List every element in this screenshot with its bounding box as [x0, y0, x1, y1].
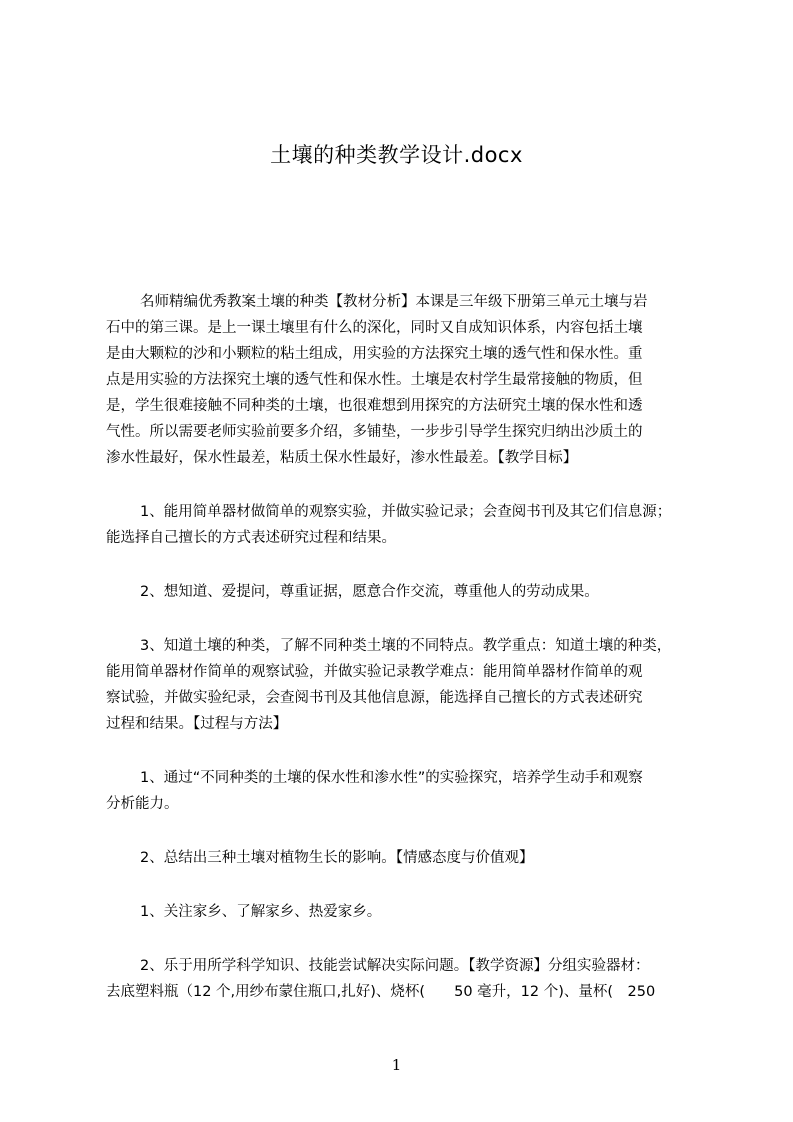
paragraph-4-line-4: 过程和结果。【过程与方法】 — [106, 716, 288, 732]
paragraph-3-line-1: 2、想知道、爱提问，尊重证据，愿意合作交流，尊重他人的劳动成果。 — [140, 584, 599, 600]
paragraph-4-line-1: 3、知道土壤的种类，了解不同种类土壤的不同特点。教学重点：知道土壤的种类， — [140, 638, 672, 654]
paragraph-5-line-1: 1、通过“不同种类的土壤的保水性和渗水性”的实验探究，培养学生动手和观察 — [140, 770, 643, 786]
paragraph-4-line-3: 察试验，并做实验纪录，会查阅书刊及其他信息源，能选择自己擅长的方式表述研究 — [106, 690, 643, 706]
paragraph-1-line-1: 名师精编优秀教案土壤的种类【教材分析】本课是三年级下册第三单元土壤与岩 — [140, 294, 648, 310]
paragraph-1-line-6: 气性。所以需要老师实验前要多介绍，多铺垫，一步步引导学生探究归纳出沙质土的 — [106, 424, 643, 440]
paragraph-1-line-7: 渗水性最好，保水性最差，粘质土保水性最好，渗水性最差。【教学目标】 — [106, 450, 578, 466]
paragraph-4-line-2: 能用简单器材作简单的观察试验，并做实验记录教学难点：能用简单器材作简单的观 — [106, 664, 643, 680]
paragraph-7-line-1: 1、关注家乡、了解家乡、热爱家乡。 — [140, 904, 382, 920]
document-title: 土壤的种类教学设计.docx — [270, 143, 523, 167]
paragraph-1-line-5: 是，学生很难接触不同种类的土壤，也很难想到用探究的方法研究土壤的保水性和透 — [106, 398, 643, 414]
paragraph-8-line-1: 2、乐于用所学科学知识、技能尝试解决实际问题。【教学资源】分组实验器材： — [140, 958, 650, 974]
paragraph-1-line-2: 石中的第三课。是上一课土壤里有什么的深化，同时又自成知识体系，内容包括土壤 — [106, 320, 643, 336]
paragraph-2-line-2: 能选择自己擅长的方式表述研究过程和结果。 — [106, 530, 396, 546]
page-number: 1 — [391, 1056, 402, 1074]
paragraph-6-line-1: 2、总结出三种土壤对植物生长的影响。【情感态度与价值观】 — [140, 850, 534, 866]
paragraph-1-line-3: 是由大颗粒的沙和小颗粒的粘土组成，用实验的方法探究土壤的透气性和保水性。重 — [106, 346, 643, 362]
paragraph-8-line-2: 去底塑料瓶（12 个,用纱布蒙住瓶口,扎好)、烧杯( 50 毫升，12 个)、量杯( 250 — [106, 984, 656, 1000]
paragraph-2-line-1: 1、能用简单器材做简单的观察实验，并做实验记录；会查阅书刊及其它们信息源； — [140, 504, 672, 520]
paragraph-5-line-2: 分析能力。 — [106, 796, 179, 812]
paragraph-1-line-4: 点是用实验的方法探究土壤的透气性和保水性。土壤是农村学生最常接触的物质，但 — [106, 372, 643, 388]
